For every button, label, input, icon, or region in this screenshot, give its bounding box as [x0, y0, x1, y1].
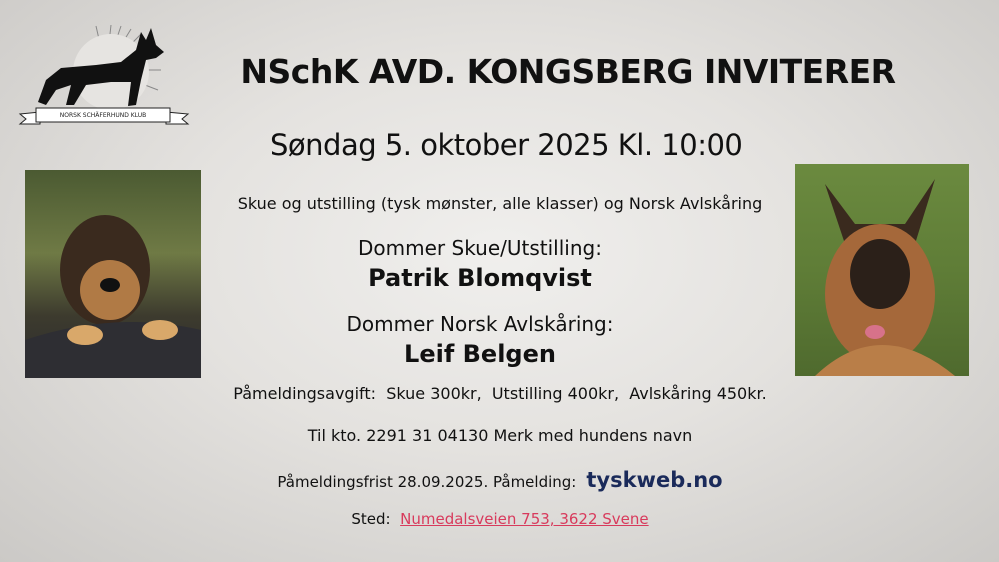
- registration-deadline: Påmeldingsfrist 28.09.2025. Påmelding:: [277, 473, 577, 491]
- event-description: Skue og utstilling (tysk mønster, alle klasser) og Norsk Avlskåring: [237, 194, 763, 213]
- club-logo: [16, 20, 191, 132]
- venue-address-link[interactable]: Numedalsveien 753, 3622 Svene: [400, 510, 649, 528]
- judge-breeding-label: Dommer Norsk Avlskåring:: [346, 312, 614, 336]
- puppy-photo: [25, 170, 201, 378]
- adult-dog-photo: [795, 164, 969, 376]
- entry-fees: Påmeldingsavgift: Skue 300kr, Utstilling 400kr, Avlskåring 450kr.: [233, 384, 767, 403]
- judge-show-name: Patrik Blomqvist: [368, 264, 592, 292]
- event-date: Søndag 5. oktober 2025 Kl. 10:00: [270, 128, 743, 162]
- venue-label: Sted:: [351, 510, 391, 528]
- page-title: NSchK AVD. KONGSBERG INVITERER: [240, 52, 896, 91]
- registration-info: [250, 468, 750, 492]
- judge-show-label: Dommer Skue/Utstilling:: [358, 236, 602, 260]
- svg-text:NORSK SCHÄFERHUND KLUB: NORSK SCHÄFERHUND KLUB: [59, 112, 147, 119]
- registration-link[interactable]: tyskweb.no: [586, 468, 723, 492]
- account-info: Til kto. 2291 31 04130 Merk med hundens navn: [307, 426, 693, 445]
- judge-breeding-name: Leif Belgen: [404, 340, 556, 368]
- venue: [250, 510, 750, 528]
